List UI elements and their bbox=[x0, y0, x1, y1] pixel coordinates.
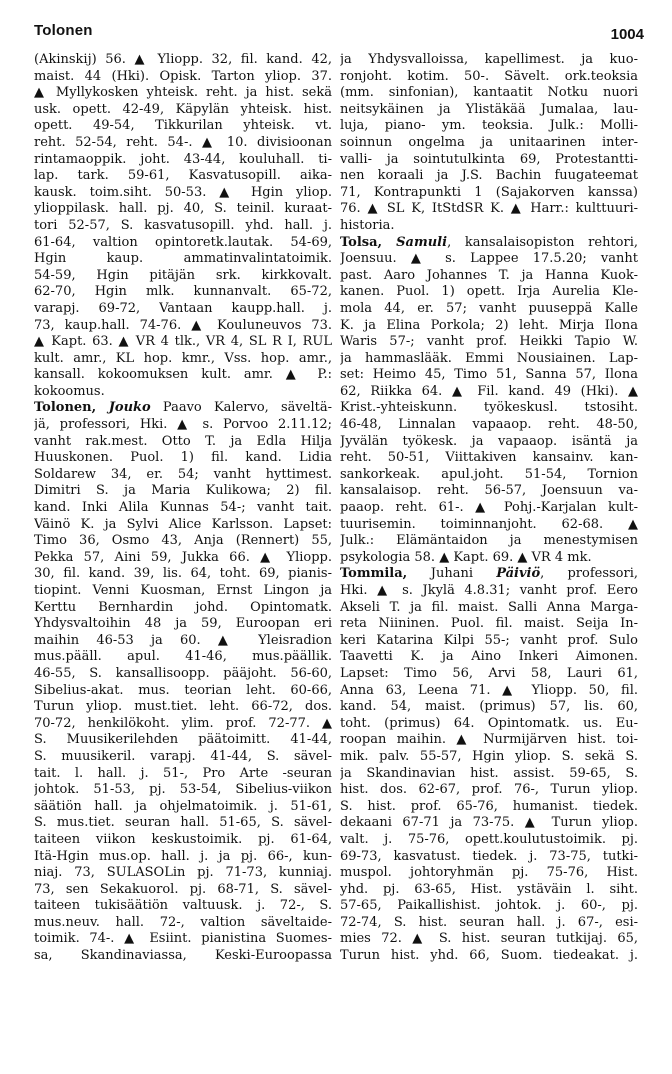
text-line: 70-72, henkilökoht. ylim. prof. 72-77. ▲ bbox=[34, 715, 332, 731]
running-head: Tolonen bbox=[34, 22, 93, 39]
text-line: Tolsa, Samuli, kansalaisopiston rehtori, bbox=[340, 234, 638, 250]
text-line: Krist.-yhteiskunn. työkeskusl. tstosiht. bbox=[340, 400, 638, 416]
entry-given-name: Päiviö bbox=[496, 566, 541, 582]
text-line: mik. palv. 55-57, Hgin yliop. S. sekä S. bbox=[340, 748, 638, 764]
text-line: reta Niininen. Puol. fil. maist. Seija In- bbox=[340, 616, 638, 632]
entry-surname: Tommila, bbox=[340, 566, 431, 582]
text-line: Taavetti K. ja Aino Inkeri Aimonen. bbox=[340, 649, 638, 665]
text-line: nen koraali ja J.S. Bachin fuugateemat bbox=[340, 168, 638, 184]
text-line: vanht rak.mest. Otto T. ja Edla Hilja bbox=[34, 433, 332, 449]
text-line: valt. j. 75-76, opett.koulutustoimik. pj. bbox=[340, 831, 638, 847]
text-line: (mm. sinfonian), kantaatit Notku nuori bbox=[340, 85, 638, 101]
text-line: dekaani 67-71 ja 73-75. ▲ Turun yliop. bbox=[340, 815, 638, 831]
text-line: mies 72. ▲ S. hist. seuran tutkijaj. 65, bbox=[340, 931, 638, 947]
text-line: Timo 36, Osmo 43, Anja (Rennert) 55, bbox=[34, 533, 332, 549]
text-line: toht. (primus) 64. Opintomatk. us. Eu- bbox=[340, 715, 638, 731]
text-line: neitsykäinen ja Ylistäkää Jumalaa, lau- bbox=[340, 101, 638, 117]
text-line: ja Skandinavian hist. assist. 59-65, S. bbox=[340, 765, 638, 781]
text-line: S. hist. prof. 65-76, humanist. tiedek. bbox=[340, 798, 638, 814]
text-line: usk. opett. 42-49, Käpylän yhteisk. hist. bbox=[34, 101, 332, 117]
text-line: tuurisemin. toiminnanjoht. 62-68. ▲ bbox=[340, 516, 638, 532]
text-line: taiteen tukisäätiön valtuusk. j. 72-, S. bbox=[34, 898, 332, 914]
text-line: ja Yhdysvalloissa, kapellimest. ja kuo- bbox=[340, 52, 638, 67]
text-line: S. muusikeril. varapj. 41-44, S. sävel- bbox=[34, 748, 332, 764]
text-line: reht. 52-54, reht. 54-. ▲ 10. divisioonan bbox=[34, 134, 332, 150]
text-line: Sibelius-akat. mus. teorian leht. 60-66, bbox=[34, 682, 332, 698]
text-line: Tommila, Juhani Päiviö, professori, bbox=[340, 566, 638, 582]
text-line: S. Muusikerilehden päätoimitt. 41-44, bbox=[34, 732, 332, 748]
text-line: kansall. kokoomuksen kult. amr. ▲ P.: bbox=[34, 367, 332, 383]
text-line: sankorkeak. apul.joht. 51-54, Tornion bbox=[340, 466, 638, 482]
text-line: kokoomus. bbox=[34, 383, 105, 399]
entry-surname: Tolsa, bbox=[340, 234, 397, 250]
text-line: 62, Riikka 64. ▲ Fil. kand. 49 (Hki). ▲ bbox=[340, 383, 638, 399]
text-line: set: Heimo 45, Timo 51, Sanna 57, Ilona bbox=[340, 367, 638, 383]
text-line: Soldarew 34, er. 54; vanht hyttimest. bbox=[34, 466, 332, 482]
text-line: kand. Inki Alila Kunnas 54-; vanht tait. bbox=[34, 500, 332, 516]
text-line: Itä-Hgin mus.op. hall. j. ja pj. 66-, kun- bbox=[34, 848, 332, 864]
text-line: Turun yliop. must.tiet. leht. 66-72, dos. bbox=[34, 699, 332, 715]
text-line: Kerttu Bernhardin johd. Opintomatk. bbox=[34, 599, 332, 615]
text-line: niaj. 73, SULASOLin pj. 71-73, kunniaj. bbox=[34, 865, 332, 881]
text-line: roopan maihin. ▲ Nurmijärven hist. toi- bbox=[340, 732, 638, 748]
text-line: mus.neuv. hall. 72-, valtion säveltaide- bbox=[34, 914, 332, 930]
text-line: Akseli T. ja fil. maist. Salli Anna Marga- bbox=[340, 599, 638, 615]
page-header bbox=[34, 22, 644, 44]
text-line: 46-55, S. kansallisoopp. pääjoht. 56-60, bbox=[34, 665, 332, 681]
text-line: tait. l. hall. j. 51-, Pro Arte -seuran bbox=[34, 765, 332, 781]
text-line: S. mus.tiet. seuran hall. 51-65, S. sävel- bbox=[34, 815, 332, 831]
text-line: Dimitri S. ja Maria Kulikowa; 2) fil. bbox=[34, 483, 332, 499]
text-line: ronjoht. kotim. 50-. Sävelt. ork.teoksia bbox=[340, 68, 638, 84]
text-line: jä, professori, Hki. ▲ s. Porvoo 2.11.12; bbox=[34, 417, 332, 433]
text-line: maist. 44 (Hki). Opisk. Tarton yliop. 37. bbox=[34, 68, 332, 84]
text-line: 62-70, Hgin mlk. kunnanvalt. 65-72, bbox=[34, 284, 332, 300]
text-line: Anna 63, Leena 71. ▲ Yliopp. 50, fil. bbox=[340, 682, 638, 698]
text-line: Turun hist. yhd. 66, Suom. tiedeakat. j. bbox=[340, 948, 638, 964]
text-line: 73, kaup.hall. 74-76. ▲ Kouluneuvos 73. bbox=[34, 317, 332, 333]
text-line: Julk.: Elämäntaidon ja menestymisen bbox=[340, 533, 638, 549]
text-line: sa, Skandinaviassa, Keski-Euroopassa bbox=[34, 948, 332, 964]
text-line: varapj. 69-72, Vantaan kaupp.hall. j. bbox=[34, 300, 332, 316]
text-line: 30, fil. kand. 39, lis. 64, toht. 69, pianis- bbox=[34, 566, 332, 582]
text-line: Waris 57-; vanht prof. Heikki Tapio W. bbox=[340, 334, 638, 350]
text-line: psykologia 58. ▲ Kapt. 69. ▲ VR 4 mk. bbox=[340, 549, 592, 565]
text-line: Joensuu. ▲ s. Lappee 17.5.20; vanht bbox=[340, 251, 638, 267]
text-line: Jyvälän työkesk. ja vapaaop. isäntä ja bbox=[340, 433, 638, 449]
text-line: säätiön hall. ja ohjelmatoimik. j. 51-61, bbox=[34, 798, 332, 814]
text-line: rintamaoppik. joht. 43-44, kouluhall. ti- bbox=[34, 151, 332, 167]
text-line: Yhdysvaltoihin 48 ja 59, Euroopan eri bbox=[34, 616, 332, 632]
text-line: 73, sen Sekakuorol. pj. 68-71, S. sävel- bbox=[34, 881, 332, 897]
text-line: tiopint. Venni Kuosman, Ernst Lingon ja bbox=[34, 583, 332, 598]
text-line: kult. amr., KL hop. kmr., Vss. hop. amr., bbox=[34, 350, 332, 366]
text-line: K. ja Elina Porkola; 2) leht. Mirja Ilona bbox=[340, 317, 638, 333]
text-line: 76. ▲ SL K, ItStdSR K. ▲ Harr.: kulttuuri- bbox=[340, 201, 638, 217]
text-line: valli- ja sointutulkinta 69, Protestantti- bbox=[340, 151, 638, 167]
entry-given-name: Jouko bbox=[108, 400, 151, 416]
text-line: soinnun ongelma ja unitaarinen inter- bbox=[340, 134, 638, 150]
text-line: (Akinskij) 56. ▲ Yliopp. 32, fil. kand. 42, bbox=[34, 52, 332, 67]
text-line: toimik. 74-. ▲ Esiint. pianistina Suomes- bbox=[34, 931, 332, 947]
text-line: Huuskonen. Puol. 1) fil. kand. Lidia bbox=[34, 450, 332, 466]
text-line: 69-73, kasvatust. tiedek. j. 73-75, tutki- bbox=[340, 848, 638, 864]
text-line: mus.pääll. apul. 41-46, mus.päällik. bbox=[34, 649, 332, 665]
text-line: keri Katarina Kilpi 55-; vanht prof. Sulo bbox=[340, 632, 638, 648]
text-line: 61-64, valtion opintoretk.lautak. 54-69, bbox=[34, 234, 332, 250]
text-line: luja, piano- ym. teoksia. Julk.: Molli- bbox=[340, 118, 638, 134]
text-line: 54-59, Hgin pitäjän srk. kirkkovalt. bbox=[34, 267, 332, 283]
text-line: yhd. pj. 63-65, Hist. ystäväin l. siht. bbox=[340, 881, 638, 897]
text-line: ylioppilask. hall. pj. 40, S. teinil. kuraat- bbox=[34, 201, 332, 217]
text-line: paaop. reht. 61-. ▲ Pohj.-Karjalan kult- bbox=[340, 500, 638, 516]
text-line: 71, Kontrapunkti 1 (Sajakorven kanssa) bbox=[340, 184, 638, 200]
text-line: historia. bbox=[340, 217, 395, 233]
page-number: 1004 bbox=[610, 26, 644, 43]
text-line: Hgin kaup. ammatinvalintatoimik. bbox=[34, 251, 332, 267]
text-line: johtok. 51-53, pj. 53-54, Sibelius-viikon bbox=[34, 782, 332, 798]
text-line: taiteen viikon keskustoimik. pj. 61-64, bbox=[34, 831, 332, 847]
text-line: kansalaisop. reht. 56-57, Joensuun va- bbox=[340, 483, 638, 499]
text-line: Tolonen, Jouko Paavo Kalervo, säveltä- bbox=[34, 400, 332, 416]
text-line: ▲ Kapt. 63. ▲ VR 4 tlk., VR 4, SL R I, RUL bbox=[34, 334, 332, 350]
text-line: ▲ Myllykosken yhteisk. reht. ja hist. sekä bbox=[34, 85, 332, 101]
text-line: kanen. Puol. 1) opett. Irja Aurelia Kle- bbox=[340, 284, 638, 300]
text-line: 46-48, Linnalan vapaaop. reht. 48-50, bbox=[340, 417, 638, 433]
text-line: tori 52-57, S. kasvatusopill. yhd. hall. j. bbox=[34, 217, 332, 233]
text-line: kausk. toim.siht. 50-53. ▲ Hgin yliop. bbox=[34, 184, 332, 200]
text-line: lap. tark. 59-61, Kasvatusopill. aika- bbox=[34, 168, 332, 184]
text-line: Hki. ▲ s. Jkylä 4.8.31; vanht prof. Eero bbox=[340, 583, 638, 598]
text-line: reht. 50-51, Viittakiven kansainv. kan- bbox=[340, 450, 638, 466]
text-line: opett. 49-54, Tikkurilan yhteisk. vt. bbox=[34, 118, 332, 134]
text-line: mola 44, er. 57; vanht puuseppä Kalle bbox=[340, 300, 638, 316]
text-line: maihin 46-53 ja 60. ▲ Yleisradion bbox=[34, 632, 332, 648]
text-line: hist. dos. 62-67, prof. 76-, Turun yliop. bbox=[340, 782, 638, 798]
text-line: kand. 54, maist. (primus) 57, lis. 60, bbox=[340, 699, 638, 715]
text-line: 57-65, Paikallishist. johtok. j. 60-, pj. bbox=[340, 898, 638, 914]
text-line: ja hammaslääk. Emmi Nousiainen. Lap- bbox=[340, 350, 638, 366]
left-column bbox=[34, 52, 332, 965]
entry-surname: Tolonen, bbox=[34, 400, 109, 416]
text-line: past. Aaro Johannes T. ja Hanna Kuok- bbox=[340, 267, 638, 283]
entry-given-name: Samuli bbox=[396, 234, 448, 250]
text-line: 72-74, S. hist. seuran hall. j. 67-, esi- bbox=[340, 914, 638, 930]
text-line: Väinö K. ja Sylvi Alice Karlsson. Lapset: bbox=[34, 516, 332, 532]
text-line: muspol. johtoryhmän pj. 75-76, Hist. bbox=[340, 865, 638, 881]
right-column bbox=[340, 52, 638, 965]
text-line: Lapset: Timo 56, Arvi 58, Lauri 61, bbox=[340, 665, 638, 681]
text-line: Pekka 57, Aini 59, Jukka 66. ▲ Yliopp. bbox=[34, 549, 332, 565]
